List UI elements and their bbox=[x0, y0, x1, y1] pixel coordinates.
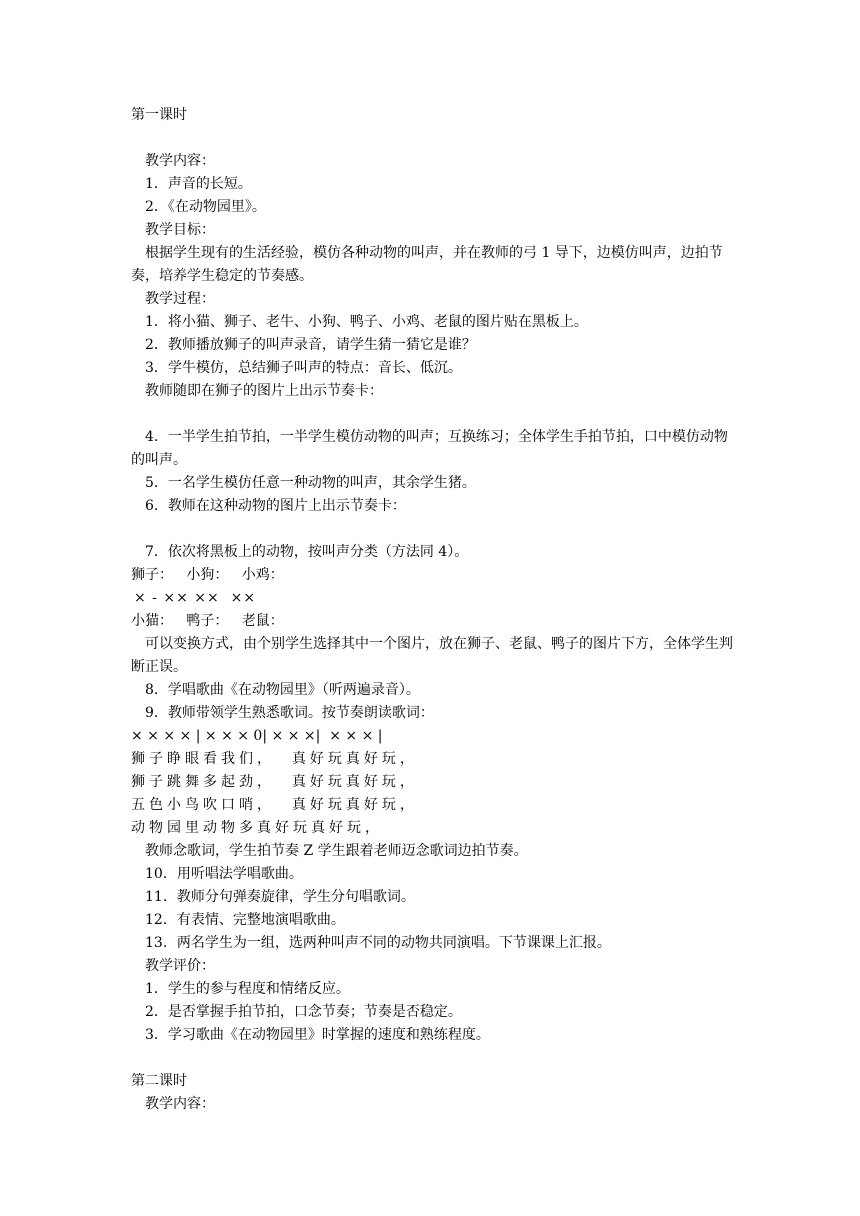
goal-text: 根据学生现有的生活经验，模仿各种动物的叫声，并在教师的弓 1 导下，边模仿叫声，边拍节奏，培养学生稳定的节奏感。 bbox=[131, 245, 723, 284]
lyric-line: 狮子跳舞多起劲， 真好玩真好玩， bbox=[131, 774, 418, 790]
eval-item: 1．学生的参与程度和情绪反应。 bbox=[145, 981, 350, 997]
process-step-5: 5．一名学生模仿任意一种动物的叫声，其余学生猪。 bbox=[145, 475, 476, 491]
lesson2-content-heading: 教学内容： bbox=[145, 1096, 215, 1112]
process-step: 11．教师分句弹奏旋律，学生分句唱歌词。 bbox=[145, 889, 415, 905]
animals-row-2: 小猫： 鸭子： 老鼠： bbox=[131, 613, 284, 629]
content-heading: 教学内容： bbox=[145, 153, 215, 169]
process-step-4: 4．一半学生拍节拍，一半学生模仿动物的叫声；互换练习；全体学生手拍节拍，口中模仿动物的叫声。 bbox=[131, 429, 728, 468]
process-step: 3．学牛模仿，总结狮子叫声的特点：音长、低沉。 bbox=[145, 360, 462, 376]
eval-item: 2．是否掌握手拍节拍，口念节奏；节奏是否稳定。 bbox=[145, 1004, 462, 1020]
lesson1-title: 第一课时 bbox=[131, 107, 187, 123]
lyric-line: 五色小鸟吹口哨， 真好玩真好玩， bbox=[131, 797, 418, 813]
content-item: 1．声音的长短。 bbox=[145, 176, 252, 192]
rhythm-notation: × × × × | × × × 0| × × ×| × × × | bbox=[131, 728, 383, 744]
process-step: 10．用听唱法学唱歌曲。 bbox=[145, 866, 303, 882]
process-step-9: 9．教师带领学生熟悉歌词。按节奏朗读歌词： bbox=[145, 705, 434, 721]
process-step-7: 7．依次将黑板上的动物，按叫声分类（方法同 4）。 bbox=[145, 544, 469, 560]
process-step: 13．两名学生为一组，选两种叫声不同的动物共同演唱。下节课课上汇报。 bbox=[145, 935, 611, 951]
content-item: 2．《在动物园里》。 bbox=[145, 199, 266, 215]
process-step: 教师随即在狮子的图片上出示节奏卡： bbox=[145, 383, 383, 399]
animals-row-1: 狮子： 小狗： 小鸡： bbox=[131, 567, 284, 583]
process-step-6: 6．教师在这种动物的图片上出示节奏卡： bbox=[145, 498, 406, 514]
eval-heading: 教学评价： bbox=[145, 958, 215, 974]
process-heading: 教学过程： bbox=[145, 291, 215, 307]
process-step: 1．将小猫、狮子、老牛、小狗、鸭子、小鸡、老鼠的图片贴在黑板上。 bbox=[145, 314, 588, 330]
note-text: 可以变换方式，由个别学生选择其中一个图片，放在狮子、老鼠、鸭子的图片下方，全体学生判断正误。 bbox=[131, 636, 733, 675]
process-step-8: 8．学唱歌曲《在动物园里》（听两遍录音）。 bbox=[145, 682, 420, 698]
after-lyrics-text: 教师念歌词，学生拍节奏 Z 学生跟着老师迈念歌词边拍节奏。 bbox=[145, 843, 528, 859]
lyric-line: 动物园里动物多真好玩真好玩， bbox=[131, 820, 383, 836]
goal-heading: 教学目标： bbox=[145, 222, 215, 238]
rhythm-row: × - ×× ×× ×× bbox=[134, 590, 257, 606]
process-step: 12．有表情、完整地演唱歌曲。 bbox=[145, 912, 345, 928]
eval-item: 3．学习歌曲《在动物园里》时掌握的速度和熟练程度。 bbox=[145, 1027, 490, 1043]
lesson2-title: 第二课时 bbox=[131, 1073, 187, 1089]
lyric-line: 狮子睁眼看我们， 真好玩真好玩， bbox=[131, 751, 418, 767]
process-step: 2．教师播放狮子的叫声录音，请学生猜一猜它是谁？ bbox=[145, 337, 476, 353]
